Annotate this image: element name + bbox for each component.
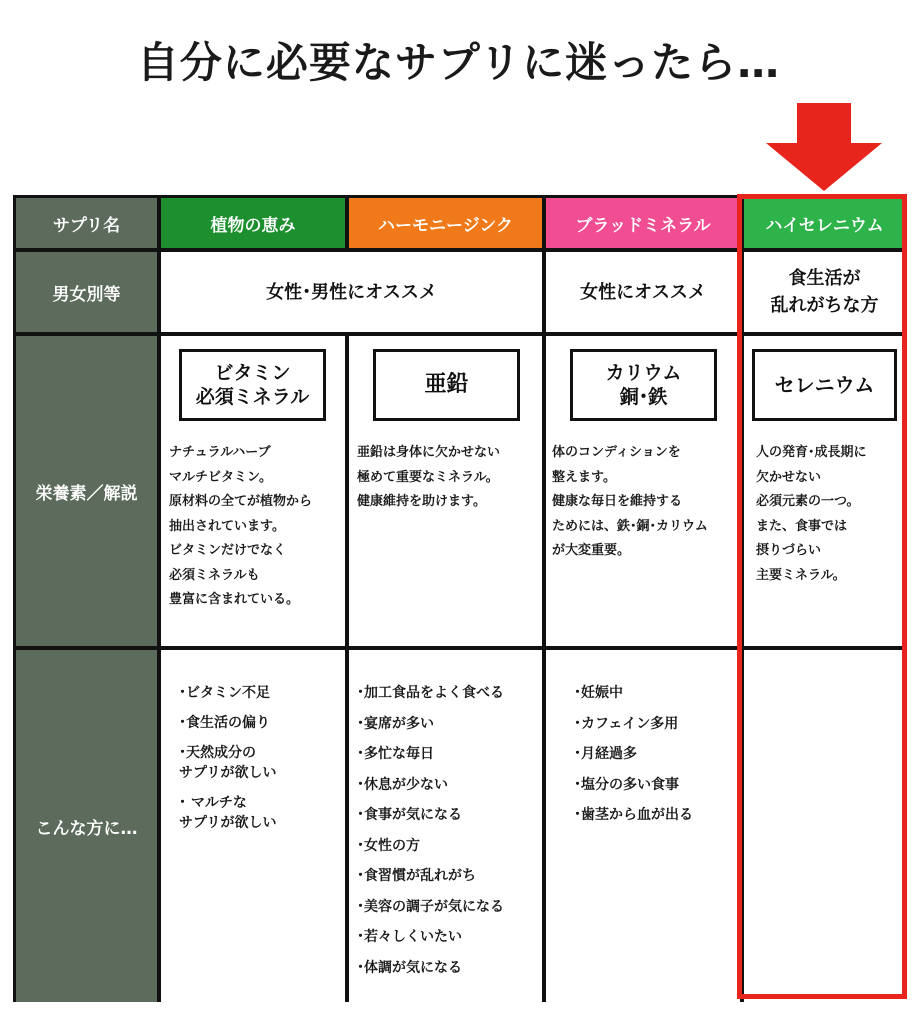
for-whom-list-plant	[179, 683, 276, 843]
nutrients-hai	[744, 336, 905, 646]
nutrients-plant	[161, 336, 345, 646]
list-item: ･若々しくいたい	[357, 929, 462, 945]
list-item: ･宴席が多い	[357, 715, 434, 732]
gender-blood: 女性にオススメ	[546, 252, 740, 332]
list-item: ･体調が気になる	[357, 959, 462, 976]
product-name-hai: ハイセレニウム	[744, 198, 905, 248]
list-item: ･妊娠中	[574, 685, 623, 701]
list-item: ･休息が少ない	[357, 776, 448, 793]
product-name-harmony: ハーモニージンク	[349, 198, 542, 248]
list-item: ･カフェイン多用	[574, 715, 679, 732]
list-item: ･多忙な毎日	[357, 746, 434, 762]
row-header-name: サプリ名	[16, 198, 157, 248]
page-title: 自分に必要なサプリに迷ったら…	[136, 38, 781, 87]
nutrients-harmony	[349, 336, 542, 646]
nutrient-box-harmony: 亜鉛	[373, 349, 520, 421]
list-item: ･食事が気になる	[357, 807, 462, 823]
list-item: ･美容の調子が気になる	[357, 898, 504, 915]
nutrient-box-blood: カリウム 銅･鉄	[570, 349, 717, 421]
gender-plant-harmony: 女性･男性にオススメ	[161, 252, 542, 332]
list-item: ･ビタミン不足	[179, 685, 270, 701]
gender-hai: 食生活が 乱れがちな方	[744, 252, 905, 332]
list-item: ･食習慣が乱れがち	[357, 868, 476, 884]
comparison-table	[13, 195, 903, 1002]
row-header-for-whom: こんな方に…	[16, 650, 157, 1002]
down-arrow-icon	[764, 103, 884, 193]
description-plant: ナチュラルハーブ マルチビタミン。 原材料の全てが植物から 抽出されています。 ビタミンだけでなく 必須ミネラルも 豊富に含まれている。	[169, 445, 313, 607]
list-item: ･天然成分の サプリが欲しい	[179, 745, 277, 781]
list-item: ･女性の方	[357, 837, 420, 854]
product-name-plant: 植物の恵み	[161, 198, 345, 248]
for-whom-list-blood	[574, 683, 693, 836]
for-whom-blood	[546, 650, 740, 1002]
list-item: ･食生活の偏り	[179, 715, 270, 731]
row-header-nutrients: 栄養素／解説	[16, 336, 157, 646]
for-whom-plant	[161, 650, 345, 1002]
list-item: ･塩分の多い食事	[574, 776, 679, 793]
product-name-blood: ブラッドミネラル	[546, 198, 740, 248]
list-item: ･加工食品をよく食べる	[357, 685, 504, 701]
list-item: ･歯茎から血が出る	[574, 807, 693, 823]
nutrient-box-plant: ビタミン 必須ミネラル	[179, 349, 326, 421]
list-item: ･月経過多	[574, 746, 637, 762]
for-whom-hai	[744, 650, 905, 1002]
description-harmony: 亜鉛は身体に欠かせない 極めて重要なミネラル。 健康維持を助けます。	[357, 445, 501, 509]
for-whom-list-harmony	[357, 683, 504, 988]
for-whom-harmony	[349, 650, 542, 1002]
row-header-gender: 男女別等	[16, 252, 157, 332]
nutrients-blood	[546, 336, 740, 646]
description-blood: 体のコンディションを 整えます。 健康な毎日を維持する ためには、鉄･銅･カリウム が大変重要。	[552, 445, 708, 558]
nutrient-box-hai: セレニウム	[752, 349, 897, 421]
list-item: ･ マルチな サプリが欲しい	[179, 795, 277, 831]
description-hai: 人の発育･成長期に 欠かせない 必須元素の一つ。 また、食事では 摂りづらい 主要ミネラル。	[756, 445, 867, 583]
